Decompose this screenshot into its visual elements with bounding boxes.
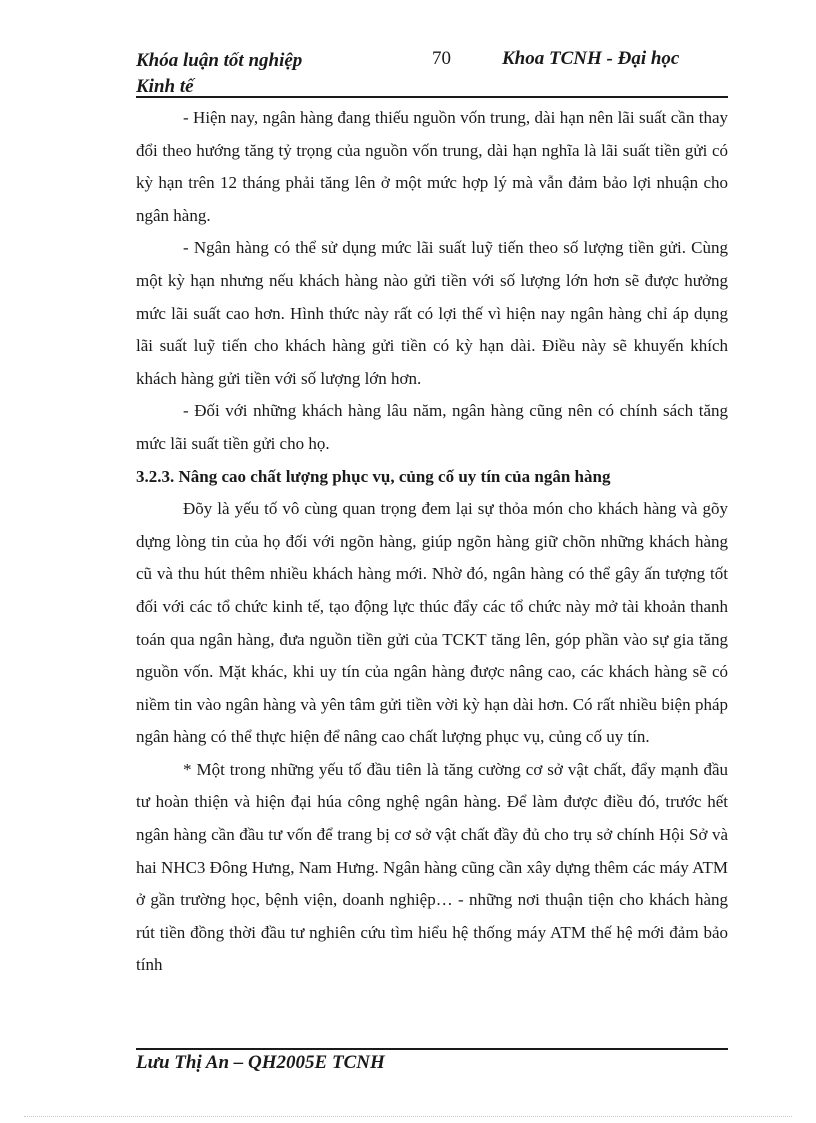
header-left-line1: Khóa luận tốt nghiệp [136,50,303,71]
paragraph: - Đối với những khách hàng lâu năm, ngân hàng cũng nên có chính sách tăng mức lãi suất tiền gửi cho họ. [136,401,728,453]
page-edge-dotted-line [24,1116,792,1117]
footer-rule [136,1048,728,1050]
paragraph: - Ngân hàng có thể sử dụng mức lãi suất luỹ tiến theo số lượng tiền gửi. Cùng một kỳ hạn nhưng nếu khách hàng nào gửi tiền với số lượng lớn hơn sẽ được hưởng mức lãi suất cao hơn. Hình thức này rất có lợi thế vì hiện nay ngân hàng chỉ áp dụng lãi suất luỹ tiến cho khách hàng gửi tiền có kỳ hạn dài. Điều này sẽ khuyến khích khách hàng gửi tiền với số lượng lớn hơn. [136,238,728,388]
body-text [136,102,728,982]
page-number: 70 [432,48,451,69]
header-left [136,48,302,100]
paragraph: Đõy là yếu tố vô cùng quan trọng đem lại sự thỏa món cho khách hàng và gõy dựng lòng tin của họ đối với ngõn hàng, giúp ngõn hàng giữ chõn những khách hàng cũ và thu hút thêm nhiều khách hàng mới. Nhờ đó, ngân hàng có thể gây ấn tượng tốt đối với các tổ chức kinh tế, tạo động lực thúc đẩy các tổ chức này mở tài khoản thanh toán qua ngân hàng, đưa nguồn tiền gửi của TCKT tăng lên, góp phần vào sự gia tăng nguồn vốn. Mặt khác, khi uy tín của ngân hàng được nâng cao, các khách hàng sẽ có niềm tin vào ngân hàng và yên tâm gửi tiền vời kỳ hạn dài hơn. Có rất nhiều biện pháp ngân hàng có thể thực hiện để nâng cao chất lượng phục vụ, củng cố uy tín. [136,499,728,747]
header-right: Khoa TCNH - Đại học [502,48,680,69]
header-rule [136,96,728,98]
footer-author: Lưu Thị An – QH2005E TCNH [136,1052,385,1073]
paragraph: - Hiện nay, ngân hàng đang thiếu nguồn vốn trung, dài hạn nên lãi suất cần thay đổi theo hướng tăng tỷ trọng của nguồn vốn trung, dài hạn nghĩa là lãi suất tiền gửi có kỳ hạn trên 12 tháng phải tăng lên ở một mức hợp lý mà vẫn đảm bảo lợi nhuận cho ngân hàng. [136,108,728,225]
section-heading: 3.2.3. Nâng cao chất lượng phục vụ, củng cố uy tín của ngân hàng [136,466,611,486]
paragraph: * Một trong những yếu tố đầu tiên là tăng cường cơ sở vật chất, đẩy mạnh đầu tư hoàn thiện và hiện đại húa công nghệ ngân hàng. Để làm được điều đó, trước hết ngân hàng cần đầu tư vốn để trang bị cơ sở vật chất đầy đủ cho trụ sở chính Hội Sở và hai NHC3 Đông Hưng, Nam Hưng. Ngân hàng cũng cần xây dựng thêm các máy ATM ở gần trường học, bệnh viện, doanh nghiệp… - những nơi thuận tiện cho khách hàng rút tiền đồng thời đầu tư nghiên cứu tìm hiểu hệ thống máy ATM thế hệ mới đảm bảo tính [136,759,728,975]
header-left-line2: Kinh tế [136,76,194,97]
